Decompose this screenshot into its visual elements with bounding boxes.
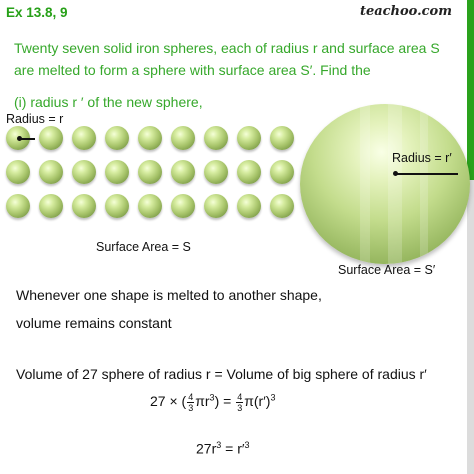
small-sphere [6, 194, 30, 218]
eq-pi-r: πr [195, 393, 210, 410]
eq-coef: 27 × ( [150, 393, 187, 410]
sphere-highlight [360, 104, 370, 264]
small-sphere [171, 126, 195, 150]
small-sphere [171, 194, 195, 218]
small-sphere [237, 160, 261, 184]
small-sphere [39, 194, 63, 218]
small-sphere [270, 160, 294, 184]
side-accent-bar [467, 0, 474, 474]
big-radius-label: Radius = r′ [392, 151, 452, 165]
small-sphere [39, 160, 63, 184]
small-sphere [237, 194, 261, 218]
small-sphere [204, 126, 228, 150]
small-sphere [6, 160, 30, 184]
small-sphere [72, 194, 96, 218]
explanation-line-2: volume remains constant [16, 315, 172, 331]
explanation-line-3: Volume of 27 sphere of radius r = Volume of big sphere of radius r′ [16, 366, 427, 382]
eq-pi-rprime: π(r′) [244, 393, 271, 410]
small-area-label: Surface Area = S [96, 240, 191, 254]
small-sphere [138, 126, 162, 150]
big-area-label: Surface Area = S′ [338, 263, 436, 277]
sphere-highlight [420, 104, 428, 264]
small-center-dot [17, 136, 22, 141]
explanation-line-1: Whenever one shape is melted to another shape, [16, 287, 322, 303]
small-sphere [138, 194, 162, 218]
small-sphere [39, 126, 63, 150]
small-sphere [72, 126, 96, 150]
small-sphere [270, 126, 294, 150]
brand-logo: teachoo.com [359, 4, 452, 19]
question-text: Twenty seven solid iron spheres, each of radius r and surface area S are melted to form a sphere with surface area S′. Find the [14, 40, 440, 78]
question-part: (i) radius r ′ of the new sphere, [14, 94, 203, 110]
small-sphere [138, 160, 162, 184]
small-sphere [204, 160, 228, 184]
small-sphere [105, 194, 129, 218]
small-sphere [270, 194, 294, 218]
fraction-four-thirds-right: $\frac{4}{3}$ [237, 392, 243, 413]
small-sphere [204, 194, 228, 218]
small-sphere [171, 160, 195, 184]
small-spheres-grid [6, 126, 298, 222]
big-center-dot [393, 171, 398, 176]
exercise-title: Ex 13.8, 9 [6, 5, 68, 20]
big-radius-line [396, 173, 458, 175]
big-sphere [300, 104, 470, 264]
simplified-equation: $27r^3 = r'^3$ [196, 440, 250, 457]
volume-equation: 27 × ( $\frac{4}{3}$ $\pi r^3$) = $\frac{4}{3}$ $\pi(r')^3$ [150, 392, 276, 413]
fraction-four-thirds: $\frac{4}{3}$ [188, 392, 194, 413]
sphere-highlight [388, 104, 402, 264]
small-sphere [237, 126, 261, 150]
small-sphere [105, 126, 129, 150]
small-sphere [105, 160, 129, 184]
small-sphere [72, 160, 96, 184]
small-radius-label: Radius = r [6, 112, 64, 126]
